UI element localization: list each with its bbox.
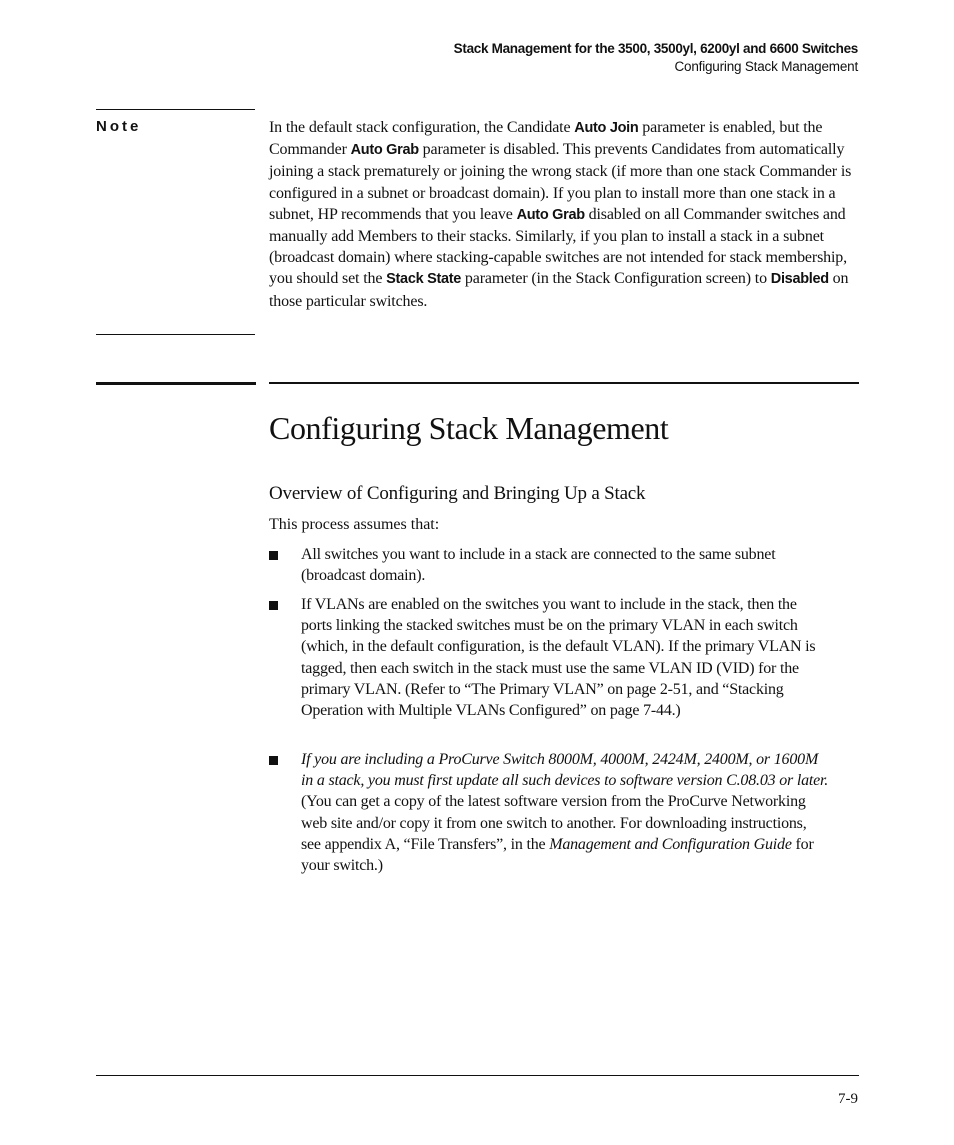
bullet-square	[269, 601, 278, 610]
running-header-title: Stack Management for the 3500, 3500yl, 6200yl and 6600 Switches	[453, 41, 858, 56]
section-heading: Configuring Stack Management	[269, 410, 669, 446]
note-keyword-auto-join: Auto Join	[574, 120, 639, 136]
bullet-item-procurve	[301, 749, 829, 876]
page-number: 7-9	[838, 1091, 858, 1107]
note-top-rule	[96, 109, 255, 110]
bullet-text: (You can get a copy of the latest software version from the ProCurve Networking web site and/or copy it from one switch to another. For downloading instructions, see appendix A, “File Transfers”, in the	[301, 793, 807, 853]
note-text: parameter is enabled, but the Commander	[269, 119, 823, 159]
subsection-heading: Overview of Configuring and Bringing Up a Stack	[269, 483, 646, 504]
bullet-italic-text: If you are including a ProCurve Switch 8000M, 4000M, 2424M, 2400M, or 1600M in a stack, you must first update all such devices to software version C.08.03 or later.	[301, 751, 829, 790]
note-text: parameter (in the Stack Configuration screen) to	[461, 270, 771, 288]
section-left-rule	[96, 382, 256, 385]
bullet-text: for your switch.)	[301, 835, 814, 875]
bullet-guide-title: Management and Configuration Guide	[549, 835, 792, 853]
note-bottom-rule	[96, 334, 255, 335]
note-keyword-stack-state: Stack State	[386, 271, 462, 288]
note-label: Note	[96, 118, 142, 135]
note-text: parameter is disabled. This prevents Candidates from automatically joining a stack prematurely or joining the wrong stack (if more than one stack Commander is configured in a subnet or broadcast domain). If you plan to install more than one stack in a subnet, HP recommends that you leave	[269, 141, 852, 223]
section-right-rule	[269, 382, 859, 384]
note-keyword-disabled: Disabled	[770, 271, 829, 288]
note-keyword-auto-grab: Auto Grab	[516, 206, 585, 223]
bullet-square	[269, 756, 278, 765]
note-text: disabled on all Commander switches and manually add Members to their stacks. Similarly, if you plan to install a stack in a subnet (broadcast domain) where stacking-capable switches are not intended for stack membership, you should set the	[269, 205, 847, 288]
note-text: In the default stack configuration, the Candidate	[269, 119, 575, 136]
note-keyword-auto-grab: Auto Grab	[350, 142, 419, 159]
note-body	[269, 117, 861, 312]
note-text: on those particular switches.	[269, 270, 849, 310]
footer-rule	[96, 1075, 859, 1076]
running-header-subtitle: Configuring Stack Management	[674, 59, 858, 74]
bullet-square	[269, 551, 278, 560]
bullet-item-subnet: All switches you want to include in a stack are connected to the same subnet (broadcast domain).	[301, 546, 776, 585]
bullet-item-vlans: If VLANs are enabled on the switches you want to include in the stack, then the ports linking the stacked switches must be on the primary VLAN in each switch (which, in the default configuration, is the default VLAN). If the primary VLAN is tagged, then each switch in the stack must use the same VLAN ID (VID) for the primary VLAN. (Refer to “The Primary VLAN” on page 2-51, and “Stacking Operation with Multiple VLANs Configured” on page 7-44.)	[301, 596, 816, 720]
intro-text: This process assumes that:	[269, 516, 440, 533]
